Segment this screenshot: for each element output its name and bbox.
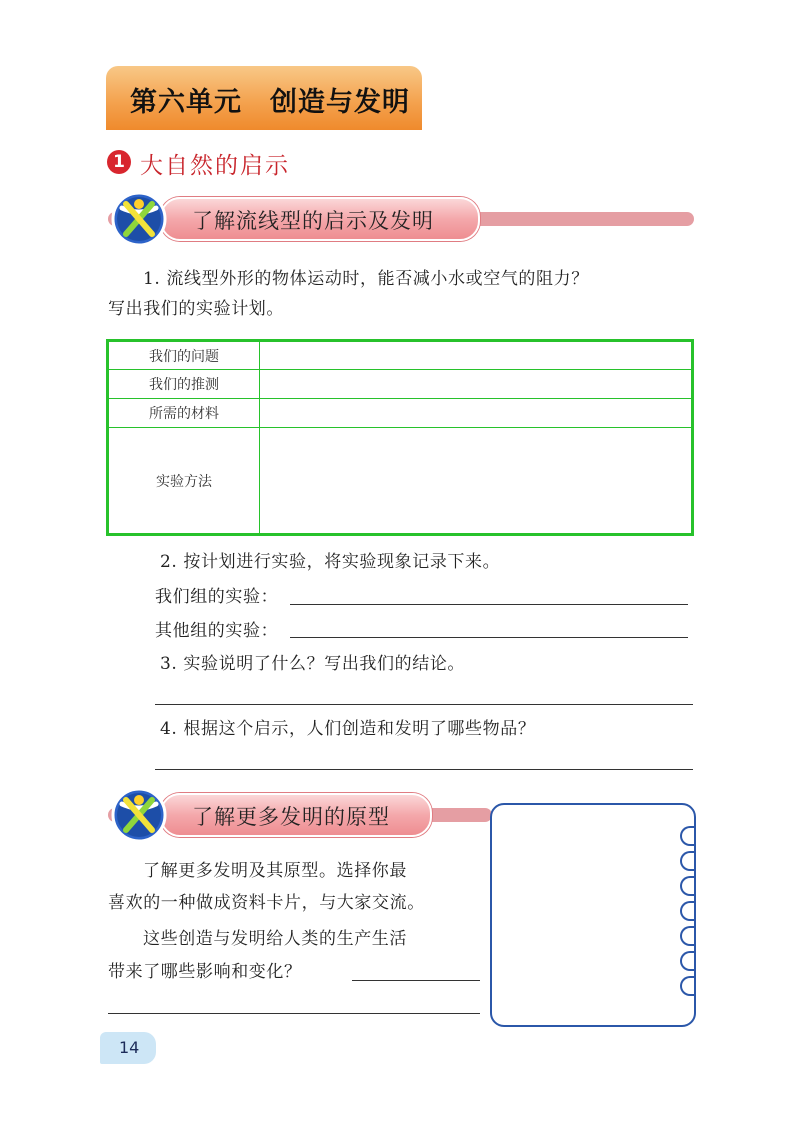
our-group-label: 我们组的实验： <box>155 587 279 607</box>
other-group-answer-line[interactable] <box>290 637 688 638</box>
paragraph-2-line-2: 带来了哪些影响和变化？ <box>108 962 302 982</box>
table-label: 实验方法 <box>108 428 260 535</box>
table-label: 我们的问题 <box>108 341 260 370</box>
our-group-answer-line[interactable] <box>290 604 688 605</box>
table-row <box>108 399 693 428</box>
lesson-title: 大自然的启示 <box>140 153 290 179</box>
paragraph-1-line-2: 喜欢的一种做成资料卡片，与大家交流。 <box>108 893 425 913</box>
paragraph-1-line-1: 了解更多发明及其原型。选择你最 <box>143 861 407 881</box>
other-group-label: 其他组的实验： <box>155 621 279 641</box>
lesson-number-badge: 1 <box>107 150 131 174</box>
card-binding-ring <box>680 876 694 896</box>
unit-title: 第六单元 创造与发明 <box>130 87 410 118</box>
resource-card[interactable] <box>490 803 696 1027</box>
paragraph-2-answer-line-2[interactable] <box>108 1013 480 1014</box>
table-row <box>108 428 693 535</box>
question-3-answer-line[interactable] <box>155 704 693 705</box>
card-binding-ring <box>680 901 694 921</box>
table-answer-cell[interactable] <box>260 399 693 428</box>
paragraph-2-answer-line[interactable] <box>352 980 480 981</box>
card-binding-ring <box>680 976 694 996</box>
table-row <box>108 341 693 370</box>
table-label: 所需的材料 <box>108 399 260 428</box>
question-4: 4. 根据这个启示，人们创造和发明了哪些物品？ <box>160 719 536 739</box>
card-binding-ring <box>680 951 694 971</box>
card-binding-ring <box>680 851 694 871</box>
section-title: 了解流线型的启示及发明 <box>192 209 434 233</box>
question-2: 2. 按计划进行实验，将实验现象记录下来。 <box>160 552 501 572</box>
table-answer-cell[interactable] <box>260 341 693 370</box>
card-binding-ring <box>680 926 694 946</box>
question-1-line-1: 1. 流线型外形的物体运动时，能否减小水或空气的阻力？ <box>143 269 589 289</box>
card-binding-ring <box>680 826 694 846</box>
paragraph-2-line-1: 这些创造与发明给人类的生产生活 <box>143 929 407 949</box>
science-logo-icon <box>110 786 168 844</box>
section-title: 了解更多发明的原型 <box>192 805 390 829</box>
table-label: 我们的推测 <box>108 370 260 399</box>
table-row <box>108 370 693 399</box>
question-4-answer-line[interactable] <box>155 769 693 770</box>
question-3: 3. 实验说明了什么？写出我们的结论。 <box>160 654 466 674</box>
experiment-plan-table <box>106 339 694 536</box>
page-number: 14 <box>119 1038 140 1057</box>
table-answer-cell[interactable] <box>260 428 693 535</box>
science-logo-icon <box>110 190 168 248</box>
table-answer-cell[interactable] <box>260 370 693 399</box>
question-1-line-2: 写出我们的实验计划。 <box>108 299 284 319</box>
